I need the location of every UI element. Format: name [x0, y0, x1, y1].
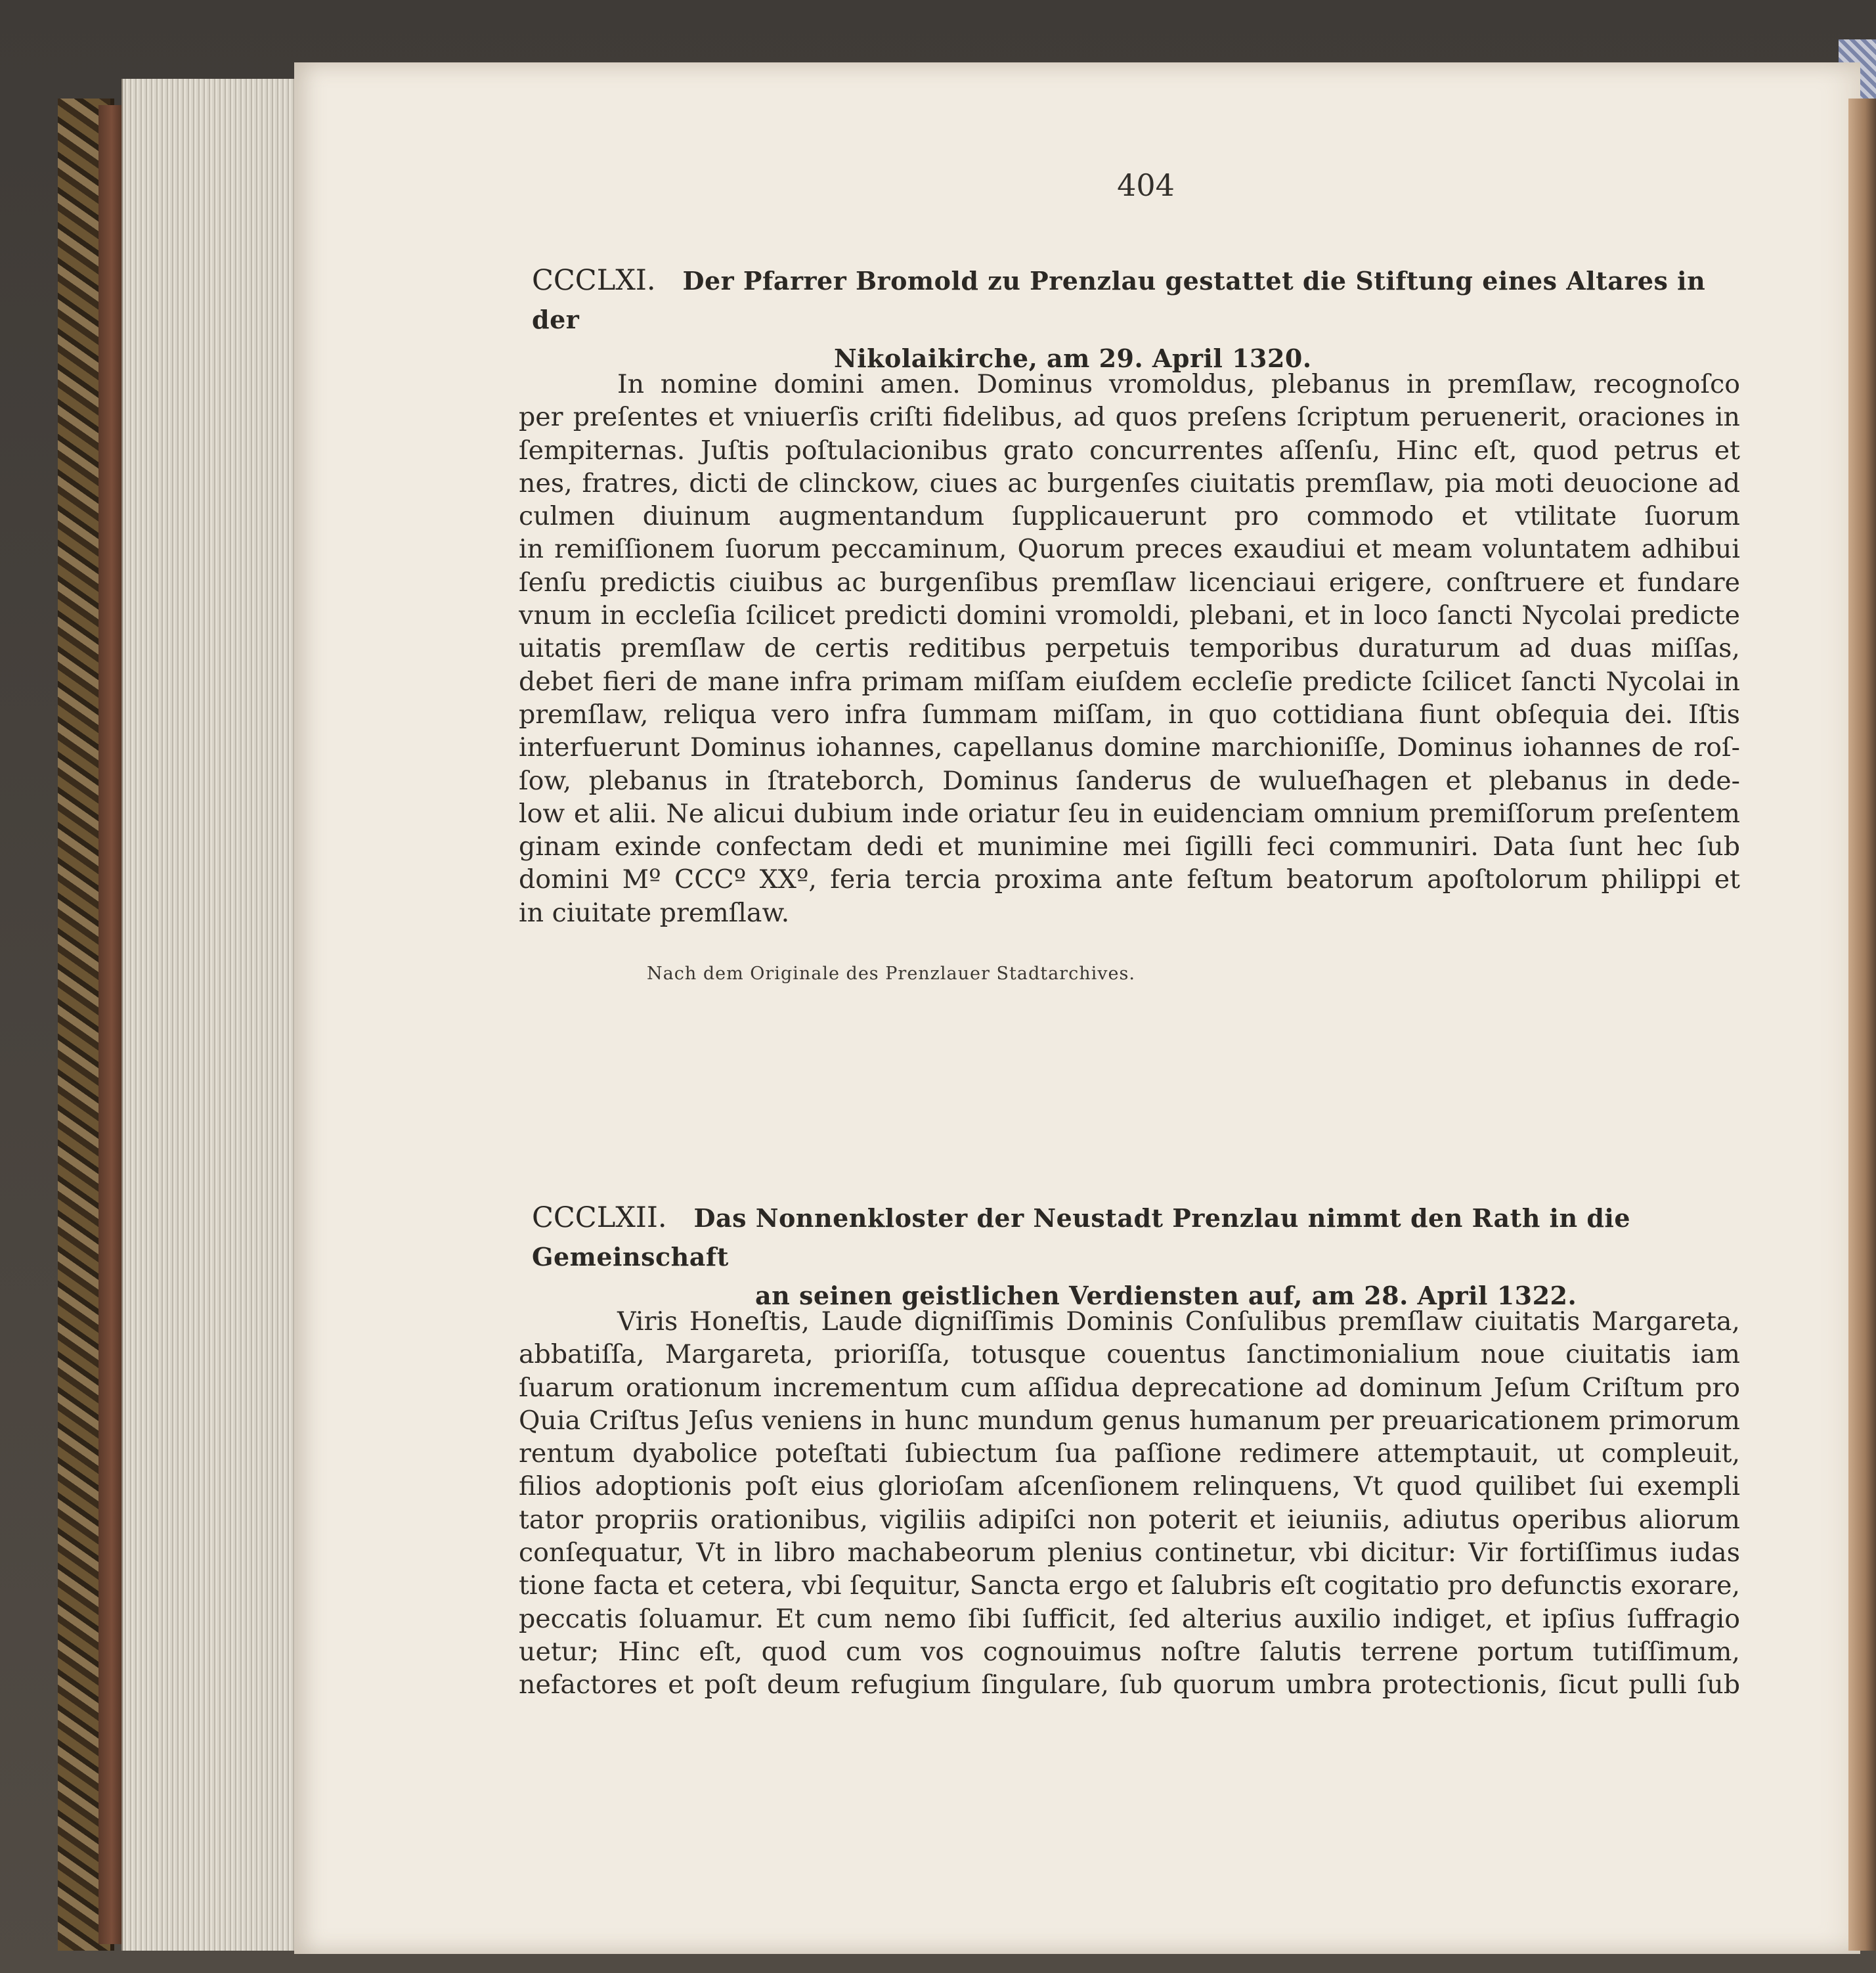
text-line: interfuerunt Dominus iohannes, capellanus domine marchioniſſe, Dominus iohannes de roſ- [519, 732, 1740, 763]
text-line: nefactores et poſt deum refugium ſingulare, ſub quorum umbra protectionis, ſicut pulli ſub [519, 1670, 1740, 1700]
text-line: in ciuitate premſlaw. [519, 897, 790, 928]
text-line: Viris Honeſtis, Laude digniſſimis Dominis Conſulibus premſlaw ciuitatis Margareta, [617, 1306, 1740, 1337]
page-block-edges [121, 79, 300, 1951]
text-line: nes, fratres, dicti de clinckow, ciues ac burgenſes ciuitatis premſlaw, pia moti deuocione ad [519, 468, 1740, 499]
document-2-body [519, 1305, 1740, 1702]
text-line: per preſentes et vniuerſis criſti fidelibus, ad quos preſens ſcriptum peruenerit, oraciones in [519, 402, 1740, 433]
text-line: peccatis ſoluamur. Et cum nemo ſibi ſufficit, ſed alterius auxilio indiget, et ipſius ſuffragio [519, 1603, 1740, 1634]
document-1-title-line1 [532, 261, 1747, 339]
document-1-body [519, 368, 1740, 929]
text-line: uetur; Hinc eſt, quod cum vos cognouimus noſtre ſalutis terrene portum tutiſſimum, [519, 1636, 1740, 1667]
text-line: abbatiſſa, Margareta, prioriſſa, totusque couentus ſanctimonialium noue ciuitatis iam [519, 1339, 1740, 1370]
text-line: ſow, plebanus in ſtrateborch, Dominus ſanderus de wulueſhagen et plebanus in dede- [519, 765, 1740, 796]
text-line: filios adoptionis poſt eius glorioſam aſcenſionem relinquens, Vt quod quilibet ſui exempli [519, 1471, 1740, 1502]
text-line: vnum in eccleſia ſcilicet predicti domini vromoldi, plebani, et in loco ſancti Nycolai predicte [519, 600, 1740, 631]
text-line: conſequatur, Vt in libro machabeorum plenius continetur, vbi dicitur: Vir fortiſſimus iudas [519, 1538, 1740, 1568]
document-1-title: Der Pfarrer Bromold zu Prenzlau gestattet die Stiftung eines Altares in der [532, 266, 1706, 334]
text-line: In nomine domini amen. Dominus vromoldus, plebanus in premſlaw, recognoſco [617, 369, 1740, 399]
document-2-title: Das Nonnenkloster der Neustadt Prenzlau nimmt den Rath in die Gemeinschaft [532, 1203, 1631, 1272]
text-line: ſenſu predictis ciuibus ac burgenſibus premſlaw licenciaui erigere, conſtruere et fundare [519, 567, 1740, 598]
document-2-title-line1 [532, 1199, 1747, 1276]
text-line: ſuarum orationum incrementum cum aſſidua deprecatione ad dominum Jeſum Criſtum pro [519, 1372, 1740, 1403]
document-1-heading [532, 261, 1747, 378]
text-line: in remiſſionem ſuorum peccaminum, Quorum preces exaudiui et meam voluntatem adhibui [519, 534, 1740, 565]
page-number: 404 [1117, 167, 1175, 203]
text-line: culmen diuinum augmentandum ſupplicauerunt pro commodo et vtilitate ſuorum [519, 501, 1740, 532]
text-line: domini Mº CCCº XXº, feria tercia proxima ante feſtum beatorum apoſtolorum philippi et [519, 864, 1740, 895]
text-line: tator propriis orationibus, vigiliis adipiſci non poterit et ieiuniis, adiutus operibus aliorum [519, 1504, 1740, 1535]
document-2-title-line2: an seinen geistlichen Verdiensten auf, am 28. April 1322. [755, 1281, 1577, 1310]
document-1-source-note: Nach dem Originale des Prenzlauer Stadtarchives. [647, 964, 1135, 984]
text-line: low et alii. Ne alicui dubium inde oriatur ſeu in euidenciam omnium premiſſorum preſentem [519, 798, 1740, 829]
text-line: premſlaw, reliqua vero infra ſummam miſſam, in quo cottidiana fiunt obſequia dei. Iſtis [519, 699, 1740, 730]
book-spine [98, 105, 125, 1944]
text-line: uitatis premſlaw de certis reditibus perpetuis temporibus duraturum ad duas miſſas, [519, 633, 1740, 664]
document-2-number: CCCLXII. [532, 1201, 667, 1234]
text-line: rentum dyabolice poteſtati ſubiectum ſua paſſione redimere attemptauit, ut compleuit, [519, 1438, 1740, 1469]
text-line: ginam exinde confectam dedi et munimine mei ſigilli feci communiri. Data ſunt hec ſub [519, 831, 1740, 862]
text-line: ſempiternas. Juſtis poſtulacionibus grato concurrentes aſſenſu, Hinc eſt, quod petrus et [519, 435, 1740, 466]
facing-page-edge [1848, 99, 1876, 1951]
text-line: debet fieri de mane infra primam miſſam eiuſdem eccleſie predicte ſcilicet ſancti Nycolai in [519, 666, 1740, 697]
document-1-number: CCCLXI. [532, 264, 656, 297]
text-line: tione facta et cetera, vbi ſequitur, Sancta ergo et ſalubris eſt cogitatio pro defunctis exorare, [519, 1570, 1740, 1601]
document-2-heading [532, 1199, 1747, 1315]
text-line: Quia Criſtus Jeſus veniens in hunc mundum genus humanum per preuaricationem primorum [519, 1405, 1740, 1436]
document-1-title-line2: Nikolaikirche, am 29. April 1320. [834, 344, 1312, 373]
